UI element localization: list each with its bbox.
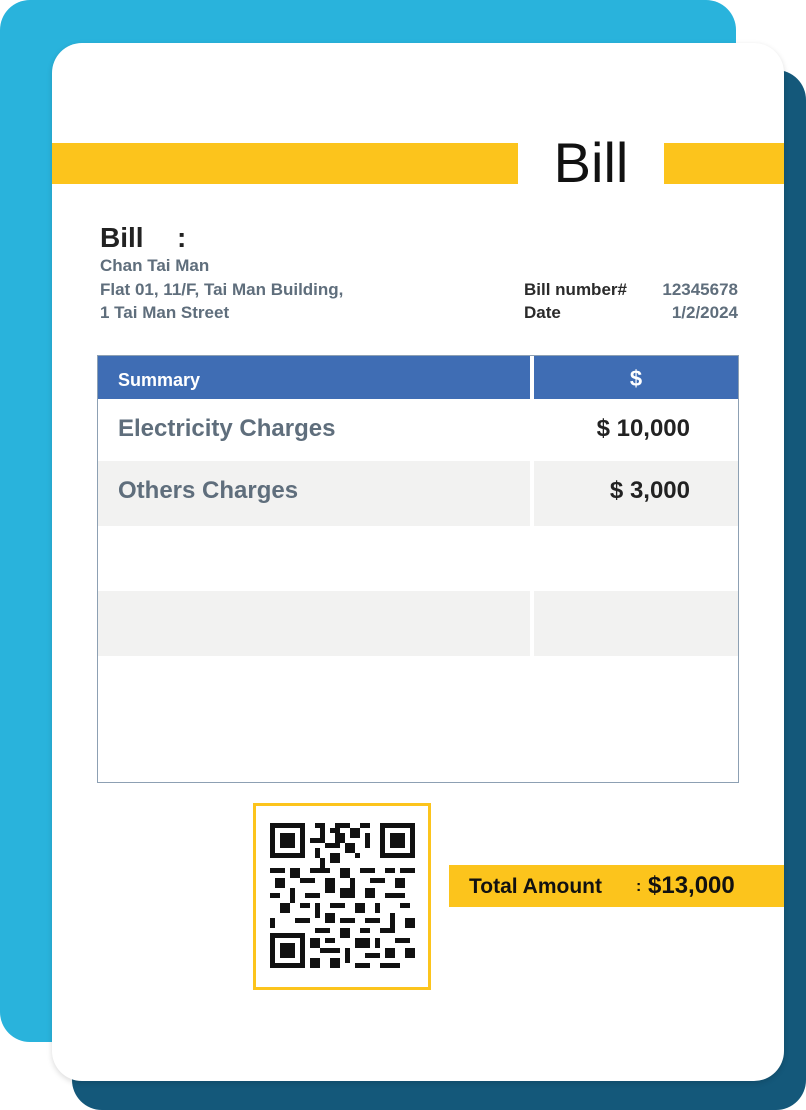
bill-number-value: 12345678 — [662, 280, 738, 299]
total-amount-band — [449, 865, 784, 907]
table-row-item-cell — [98, 399, 530, 461]
row-item: Others Charges — [118, 477, 299, 504]
title-band-left — [52, 143, 518, 184]
bill-to-colon: : — [177, 222, 187, 253]
row-amount: $ 10,000 — [596, 415, 690, 442]
table-row-amount-cell — [534, 656, 738, 782]
title-band-right — [664, 143, 784, 184]
qr-code-frame — [253, 803, 431, 990]
recipient-name: Chan Tai Man — [100, 256, 210, 275]
recipient-address-line1: Flat 01, 11/F, Tai Man Building, — [100, 280, 344, 299]
document-title: Bill — [553, 131, 629, 194]
header-summary: Summary — [98, 356, 530, 399]
qr-code-icon — [270, 823, 415, 968]
table-row-item-cell — [98, 461, 530, 526]
table-row-amount-cell — [534, 461, 738, 526]
table-row-item-cell — [98, 526, 530, 591]
table-row-item-cell — [98, 591, 530, 656]
total-amount-colon: : — [636, 878, 642, 895]
bill-number-label: Bill number# — [524, 280, 627, 299]
recipient-address-line2: 1 Tai Man Street — [100, 303, 230, 322]
header-amount: $ — [534, 356, 738, 399]
total-amount-value: $13,000 — [648, 872, 735, 899]
date-value: 1/2/2024 — [671, 303, 738, 322]
table-row-item-cell — [98, 656, 530, 782]
date-label: Date — [524, 303, 561, 322]
row-item: Electricity Charges — [118, 415, 336, 442]
table-row-amount-cell — [534, 399, 738, 461]
bill-to-label: Bill — [100, 222, 144, 253]
summary-table — [97, 355, 739, 783]
table-row-amount-cell — [534, 591, 738, 656]
total-amount-label: Total Amount — [469, 875, 602, 898]
table-row-amount-cell — [534, 526, 738, 591]
row-amount: $ 3,000 — [609, 477, 690, 504]
